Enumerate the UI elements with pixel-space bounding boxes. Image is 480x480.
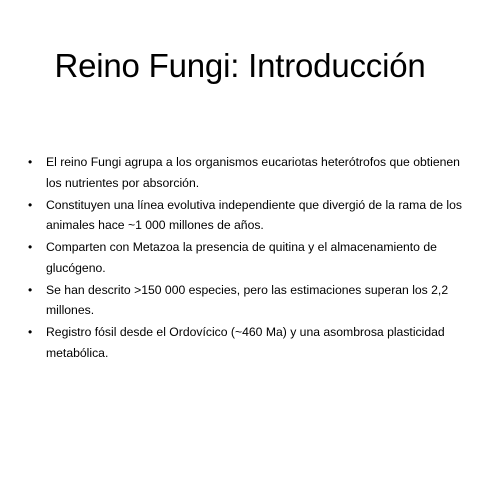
bullet-icon: • xyxy=(28,197,33,212)
bullet-list xyxy=(26,152,466,365)
bullet-item xyxy=(26,237,466,278)
slide-title: Reino Fungi: Introducción xyxy=(54,47,426,84)
bullet-text: Registro fósil desde el Ordovícico (~460 Ma) y una asombrosa plasticidad metabólica. xyxy=(46,325,445,360)
bullet-item xyxy=(26,280,466,321)
bullet-icon: • xyxy=(28,325,33,339)
bullet-text: Se han descrito >150 000 especies, pero las estimaciones superan los 2,2 millones. xyxy=(46,282,449,317)
bullet-text: Comparten con Metazoa la presencia de quitina y el almacenamiento de glucógeno. xyxy=(46,240,437,275)
bullet-text: Constituyen una línea evolutiva independiente que divergió de la rama de los animales hace ~1 000 millones de años. xyxy=(46,197,463,232)
bullet-icon: • xyxy=(28,240,33,254)
bullet-text: El reino Fungi agrupa a los organismos eucariotas heterótrofos que obtienen los nutrientes por absorción. xyxy=(46,155,460,190)
bullet-item xyxy=(26,322,466,363)
bullet-icon: • xyxy=(28,282,33,297)
bullet-icon: • xyxy=(28,155,33,169)
bullet-item xyxy=(26,152,466,193)
bullet-item xyxy=(26,195,466,236)
